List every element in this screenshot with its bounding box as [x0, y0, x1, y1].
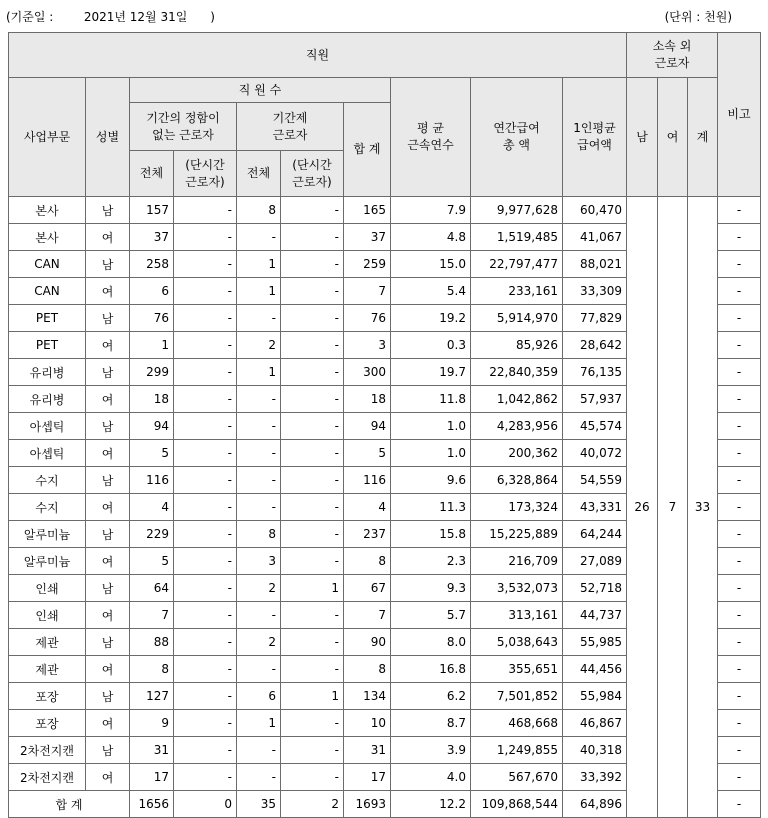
avg-pay-cell: 33,392	[563, 764, 627, 791]
indefinite-part-cell: -	[174, 737, 237, 764]
tenure-cell: 11.3	[391, 494, 471, 521]
total-cell: 10	[344, 710, 391, 737]
fixed-all-cell: 2	[237, 629, 281, 656]
employee-status-table	[8, 32, 761, 818]
indefinite-all-cell: 6	[130, 278, 174, 305]
fixed-part-cell: -	[281, 251, 344, 278]
gender-cell: 남	[86, 251, 130, 278]
gender-cell: 남	[86, 467, 130, 494]
total-cell: 37	[344, 224, 391, 251]
report-header	[0, 0, 768, 30]
fixed-all-cell: -	[237, 224, 281, 251]
gender-cell: 남	[86, 521, 130, 548]
indefinite-all-cell: 17	[130, 764, 174, 791]
division-cell: 유리병	[9, 359, 86, 386]
avg-pay-cell: 44,456	[563, 656, 627, 683]
header-outside-female: 여	[658, 78, 688, 197]
avg-pay-cell: 44,737	[563, 602, 627, 629]
outside-sum-cell: 33	[688, 197, 718, 818]
note-cell: -	[718, 305, 761, 332]
gender-cell: 남	[86, 359, 130, 386]
division-cell: 본사	[9, 197, 86, 224]
gender-cell: 여	[86, 494, 130, 521]
annual-pay-cell: 7,501,852	[471, 683, 563, 710]
note-cell: -	[718, 737, 761, 764]
fixed-all-cell: 1	[237, 359, 281, 386]
note-cell: -	[718, 467, 761, 494]
tenure-cell: 3.9	[391, 737, 471, 764]
tenure-cell: 1.0	[391, 413, 471, 440]
fixed-all-cell: 3	[237, 548, 281, 575]
gender-cell: 남	[86, 575, 130, 602]
note-cell: -	[718, 413, 761, 440]
annual-pay-cell: 200,362	[471, 440, 563, 467]
total-cell: 237	[344, 521, 391, 548]
gender-cell: 여	[86, 548, 130, 575]
header-fix-part: (단시간 근로자)	[281, 151, 344, 197]
annual-pay-cell: 3,532,073	[471, 575, 563, 602]
totals-total-cell: 1693	[344, 791, 391, 818]
avg-pay-cell: 52,718	[563, 575, 627, 602]
gender-cell: 여	[86, 656, 130, 683]
total-cell: 259	[344, 251, 391, 278]
header-headcount: 직 원 수	[130, 78, 391, 103]
fixed-all-cell: -	[237, 494, 281, 521]
indefinite-all-cell: 4	[130, 494, 174, 521]
unit-label: (단위 : 천원)	[664, 10, 732, 24]
division-cell: 수지	[9, 467, 86, 494]
header-gender: 성별	[86, 78, 130, 197]
header-outside-workers: 소속 외 근로자	[627, 33, 718, 78]
fixed-part-cell: -	[281, 521, 344, 548]
tenure-cell: 7.9	[391, 197, 471, 224]
division-cell: 본사	[9, 224, 86, 251]
header-note: 비고	[718, 33, 761, 197]
total-cell: 8	[344, 548, 391, 575]
note-cell: -	[718, 575, 761, 602]
fixed-part-cell: -	[281, 359, 344, 386]
fixed-part-cell: -	[281, 332, 344, 359]
note-cell: -	[718, 602, 761, 629]
fixed-all-cell: 6	[237, 683, 281, 710]
header-employees: 직원	[9, 33, 627, 78]
indefinite-all-cell: 127	[130, 683, 174, 710]
gender-cell: 여	[86, 386, 130, 413]
division-cell: CAN	[9, 278, 86, 305]
division-cell: 2차전지캔	[9, 764, 86, 791]
fixed-part-cell: -	[281, 224, 344, 251]
fixed-part-cell: -	[281, 764, 344, 791]
tenure-cell: 5.7	[391, 602, 471, 629]
indefinite-all-cell: 5	[130, 440, 174, 467]
gender-cell: 여	[86, 224, 130, 251]
indefinite-all-cell: 1	[130, 332, 174, 359]
total-cell: 94	[344, 413, 391, 440]
fixed-part-cell: -	[281, 548, 344, 575]
annual-pay-cell: 85,926	[471, 332, 563, 359]
tenure-cell: 11.8	[391, 386, 471, 413]
indefinite-all-cell: 9	[130, 710, 174, 737]
indefinite-part-cell: -	[174, 656, 237, 683]
fixed-part-cell: -	[281, 197, 344, 224]
division-cell: CAN	[9, 251, 86, 278]
avg-pay-cell: 54,559	[563, 467, 627, 494]
avg-pay-cell: 45,574	[563, 413, 627, 440]
total-cell: 31	[344, 737, 391, 764]
annual-pay-cell: 468,668	[471, 710, 563, 737]
division-cell: 인쇄	[9, 602, 86, 629]
fixed-part-cell: -	[281, 413, 344, 440]
gender-cell: 여	[86, 710, 130, 737]
indefinite-part-cell: -	[174, 386, 237, 413]
division-cell: 수지	[9, 494, 86, 521]
annual-pay-cell: 216,709	[471, 548, 563, 575]
avg-pay-cell: 76,135	[563, 359, 627, 386]
annual-pay-cell: 1,249,855	[471, 737, 563, 764]
division-cell: PET	[9, 332, 86, 359]
division-cell: 인쇄	[9, 575, 86, 602]
fixed-all-cell: 2	[237, 575, 281, 602]
gender-cell: 여	[86, 764, 130, 791]
avg-pay-cell: 64,244	[563, 521, 627, 548]
annual-pay-cell: 22,840,359	[471, 359, 563, 386]
fixed-all-cell: -	[237, 467, 281, 494]
avg-pay-cell: 28,642	[563, 332, 627, 359]
note-cell: -	[718, 683, 761, 710]
fixed-part-cell: -	[281, 710, 344, 737]
totals-ind-all-cell: 1656	[130, 791, 174, 818]
fixed-all-cell: -	[237, 305, 281, 332]
indefinite-all-cell: 258	[130, 251, 174, 278]
total-cell: 116	[344, 467, 391, 494]
gender-cell: 여	[86, 332, 130, 359]
note-cell: -	[718, 656, 761, 683]
annual-pay-cell: 5,914,970	[471, 305, 563, 332]
indefinite-part-cell: -	[174, 413, 237, 440]
note-cell: -	[718, 332, 761, 359]
division-cell: 유리병	[9, 386, 86, 413]
fixed-all-cell: 1	[237, 710, 281, 737]
tenure-cell: 4.0	[391, 764, 471, 791]
header-ind-part: (단시간 근로자)	[174, 151, 237, 197]
indefinite-part-cell: -	[174, 440, 237, 467]
fixed-all-cell: 1	[237, 251, 281, 278]
tenure-cell: 9.6	[391, 467, 471, 494]
note-cell: -	[718, 251, 761, 278]
tenure-cell: 1.0	[391, 440, 471, 467]
totals-tenure-cell: 12.2	[391, 791, 471, 818]
division-cell: 포장	[9, 710, 86, 737]
tenure-cell: 15.8	[391, 521, 471, 548]
annual-pay-cell: 1,042,862	[471, 386, 563, 413]
gender-cell: 여	[86, 278, 130, 305]
total-cell: 8	[344, 656, 391, 683]
fixed-part-cell: -	[281, 602, 344, 629]
avg-pay-cell: 40,318	[563, 737, 627, 764]
tenure-cell: 9.3	[391, 575, 471, 602]
indefinite-part-cell: -	[174, 278, 237, 305]
tenure-cell: 16.8	[391, 656, 471, 683]
indefinite-part-cell: -	[174, 305, 237, 332]
fixed-part-cell: -	[281, 494, 344, 521]
header-avg-tenure: 평 균 근속연수	[391, 78, 471, 197]
division-cell: 아셉틱	[9, 440, 86, 467]
total-cell: 4	[344, 494, 391, 521]
note-cell: -	[718, 710, 761, 737]
fixed-part-cell: -	[281, 440, 344, 467]
gender-cell: 남	[86, 305, 130, 332]
header-fixed-term: 기간제 근로자	[237, 103, 344, 151]
total-cell: 300	[344, 359, 391, 386]
totals-note-cell: -	[718, 791, 761, 818]
fixed-all-cell: 1	[237, 278, 281, 305]
annual-pay-cell: 567,670	[471, 764, 563, 791]
indefinite-all-cell: 7	[130, 602, 174, 629]
totals-fix-part-cell: 2	[281, 791, 344, 818]
fixed-all-cell: -	[237, 413, 281, 440]
annual-pay-cell: 15,225,889	[471, 521, 563, 548]
division-cell: 알루미늄	[9, 548, 86, 575]
total-cell: 18	[344, 386, 391, 413]
avg-pay-cell: 41,067	[563, 224, 627, 251]
indefinite-part-cell: -	[174, 683, 237, 710]
total-cell: 165	[344, 197, 391, 224]
fixed-part-cell: -	[281, 656, 344, 683]
indefinite-all-cell: 94	[130, 413, 174, 440]
fixed-part-cell: 1	[281, 575, 344, 602]
total-cell: 5	[344, 440, 391, 467]
indefinite-all-cell: 88	[130, 629, 174, 656]
note-cell: -	[718, 629, 761, 656]
base-date: (기준일 : 2021년 12월 31일 )	[6, 10, 215, 24]
totals-avg-cell: 64,896	[563, 791, 627, 818]
total-cell: 7	[344, 278, 391, 305]
outside-male-cell: 26	[627, 197, 658, 818]
avg-pay-cell: 88,021	[563, 251, 627, 278]
indefinite-part-cell: -	[174, 251, 237, 278]
annual-pay-cell: 233,161	[471, 278, 563, 305]
avg-pay-cell: 27,089	[563, 548, 627, 575]
division-cell: PET	[9, 305, 86, 332]
indefinite-all-cell: 18	[130, 386, 174, 413]
indefinite-all-cell: 64	[130, 575, 174, 602]
annual-pay-cell: 9,977,628	[471, 197, 563, 224]
indefinite-part-cell: -	[174, 764, 237, 791]
annual-pay-cell: 355,651	[471, 656, 563, 683]
fixed-all-cell: -	[237, 386, 281, 413]
total-cell: 90	[344, 629, 391, 656]
fixed-all-cell: -	[237, 656, 281, 683]
note-cell: -	[718, 521, 761, 548]
indefinite-part-cell: -	[174, 467, 237, 494]
note-cell: -	[718, 440, 761, 467]
annual-pay-cell: 4,283,956	[471, 413, 563, 440]
indefinite-part-cell: -	[174, 332, 237, 359]
fixed-all-cell: -	[237, 440, 281, 467]
total-cell: 3	[344, 332, 391, 359]
gender-cell: 남	[86, 629, 130, 656]
note-cell: -	[718, 548, 761, 575]
header-outside-sum: 계	[688, 78, 718, 197]
totals-pay-cell: 109,868,544	[471, 791, 563, 818]
indefinite-all-cell: 37	[130, 224, 174, 251]
total-cell: 76	[344, 305, 391, 332]
gender-cell: 남	[86, 683, 130, 710]
header-outside-male: 남	[627, 78, 658, 197]
total-cell: 134	[344, 683, 391, 710]
tenure-cell: 2.3	[391, 548, 471, 575]
indefinite-part-cell: -	[174, 710, 237, 737]
division-cell: 알루미늄	[9, 521, 86, 548]
avg-pay-cell: 77,829	[563, 305, 627, 332]
totals-fix-all-cell: 35	[237, 791, 281, 818]
avg-pay-cell: 40,072	[563, 440, 627, 467]
total-cell: 17	[344, 764, 391, 791]
tenure-cell: 15.0	[391, 251, 471, 278]
tenure-cell: 8.0	[391, 629, 471, 656]
table-body	[9, 197, 761, 818]
fixed-all-cell: -	[237, 764, 281, 791]
avg-pay-cell: 33,309	[563, 278, 627, 305]
fixed-part-cell: -	[281, 386, 344, 413]
fixed-all-cell: 2	[237, 332, 281, 359]
annual-pay-cell: 22,797,477	[471, 251, 563, 278]
tenure-cell: 5.4	[391, 278, 471, 305]
fixed-all-cell: -	[237, 737, 281, 764]
gender-cell: 여	[86, 602, 130, 629]
indefinite-part-cell: -	[174, 494, 237, 521]
totals-label: 합 계	[9, 791, 130, 818]
annual-pay-cell: 313,161	[471, 602, 563, 629]
gender-cell: 남	[86, 737, 130, 764]
header-avg-pay: 1인평균 급여액	[563, 78, 627, 197]
division-cell: 포장	[9, 683, 86, 710]
note-cell: -	[718, 278, 761, 305]
gender-cell: 여	[86, 440, 130, 467]
fixed-all-cell: 8	[237, 197, 281, 224]
fixed-all-cell: 8	[237, 521, 281, 548]
total-cell: 67	[344, 575, 391, 602]
indefinite-part-cell: -	[174, 359, 237, 386]
indefinite-all-cell: 157	[130, 197, 174, 224]
avg-pay-cell: 57,937	[563, 386, 627, 413]
fixed-part-cell: -	[281, 278, 344, 305]
note-cell: -	[718, 197, 761, 224]
avg-pay-cell: 46,867	[563, 710, 627, 737]
fixed-part-cell: -	[281, 467, 344, 494]
indefinite-part-cell: -	[174, 629, 237, 656]
header-annual-pay: 연간급여 총 액	[471, 78, 563, 197]
division-cell: 제관	[9, 656, 86, 683]
note-cell: -	[718, 764, 761, 791]
tenure-cell: 6.2	[391, 683, 471, 710]
fixed-part-cell: -	[281, 629, 344, 656]
header-ind-all: 전체	[130, 151, 174, 197]
fixed-part-cell: 1	[281, 683, 344, 710]
header-fix-all: 전체	[237, 151, 281, 197]
fixed-all-cell: -	[237, 602, 281, 629]
annual-pay-cell: 1,519,485	[471, 224, 563, 251]
indefinite-part-cell: -	[174, 197, 237, 224]
indefinite-all-cell: 76	[130, 305, 174, 332]
indefinite-all-cell: 299	[130, 359, 174, 386]
fixed-part-cell: -	[281, 737, 344, 764]
division-cell: 2차전지캔	[9, 737, 86, 764]
gender-cell: 남	[86, 413, 130, 440]
outside-female-cell: 7	[658, 197, 688, 818]
note-cell: -	[718, 359, 761, 386]
header-total: 합 계	[344, 103, 391, 197]
tenure-cell: 0.3	[391, 332, 471, 359]
note-cell: -	[718, 494, 761, 521]
indefinite-part-cell: -	[174, 575, 237, 602]
tenure-cell: 4.8	[391, 224, 471, 251]
annual-pay-cell: 6,328,864	[471, 467, 563, 494]
gender-cell: 남	[86, 197, 130, 224]
division-cell: 아셉틱	[9, 413, 86, 440]
totals-ind-part-cell: 0	[174, 791, 237, 818]
tenure-cell: 19.7	[391, 359, 471, 386]
tenure-cell: 19.2	[391, 305, 471, 332]
avg-pay-cell: 55,985	[563, 629, 627, 656]
indefinite-all-cell: 31	[130, 737, 174, 764]
indefinite-part-cell: -	[174, 224, 237, 251]
indefinite-all-cell: 116	[130, 467, 174, 494]
division-cell: 제관	[9, 629, 86, 656]
header-indefinite: 기간의 정함이 없는 근로자	[130, 103, 237, 151]
avg-pay-cell: 60,470	[563, 197, 627, 224]
indefinite-part-cell: -	[174, 602, 237, 629]
tenure-cell: 8.7	[391, 710, 471, 737]
indefinite-all-cell: 5	[130, 548, 174, 575]
annual-pay-cell: 5,038,643	[471, 629, 563, 656]
avg-pay-cell: 43,331	[563, 494, 627, 521]
indefinite-all-cell: 229	[130, 521, 174, 548]
indefinite-part-cell: -	[174, 521, 237, 548]
header-division: 사업부문	[9, 78, 86, 197]
table-row	[9, 197, 761, 224]
indefinite-all-cell: 8	[130, 656, 174, 683]
note-cell: -	[718, 224, 761, 251]
total-cell: 7	[344, 602, 391, 629]
avg-pay-cell: 55,984	[563, 683, 627, 710]
indefinite-part-cell: -	[174, 548, 237, 575]
note-cell: -	[718, 386, 761, 413]
fixed-part-cell: -	[281, 305, 344, 332]
annual-pay-cell: 173,324	[471, 494, 563, 521]
